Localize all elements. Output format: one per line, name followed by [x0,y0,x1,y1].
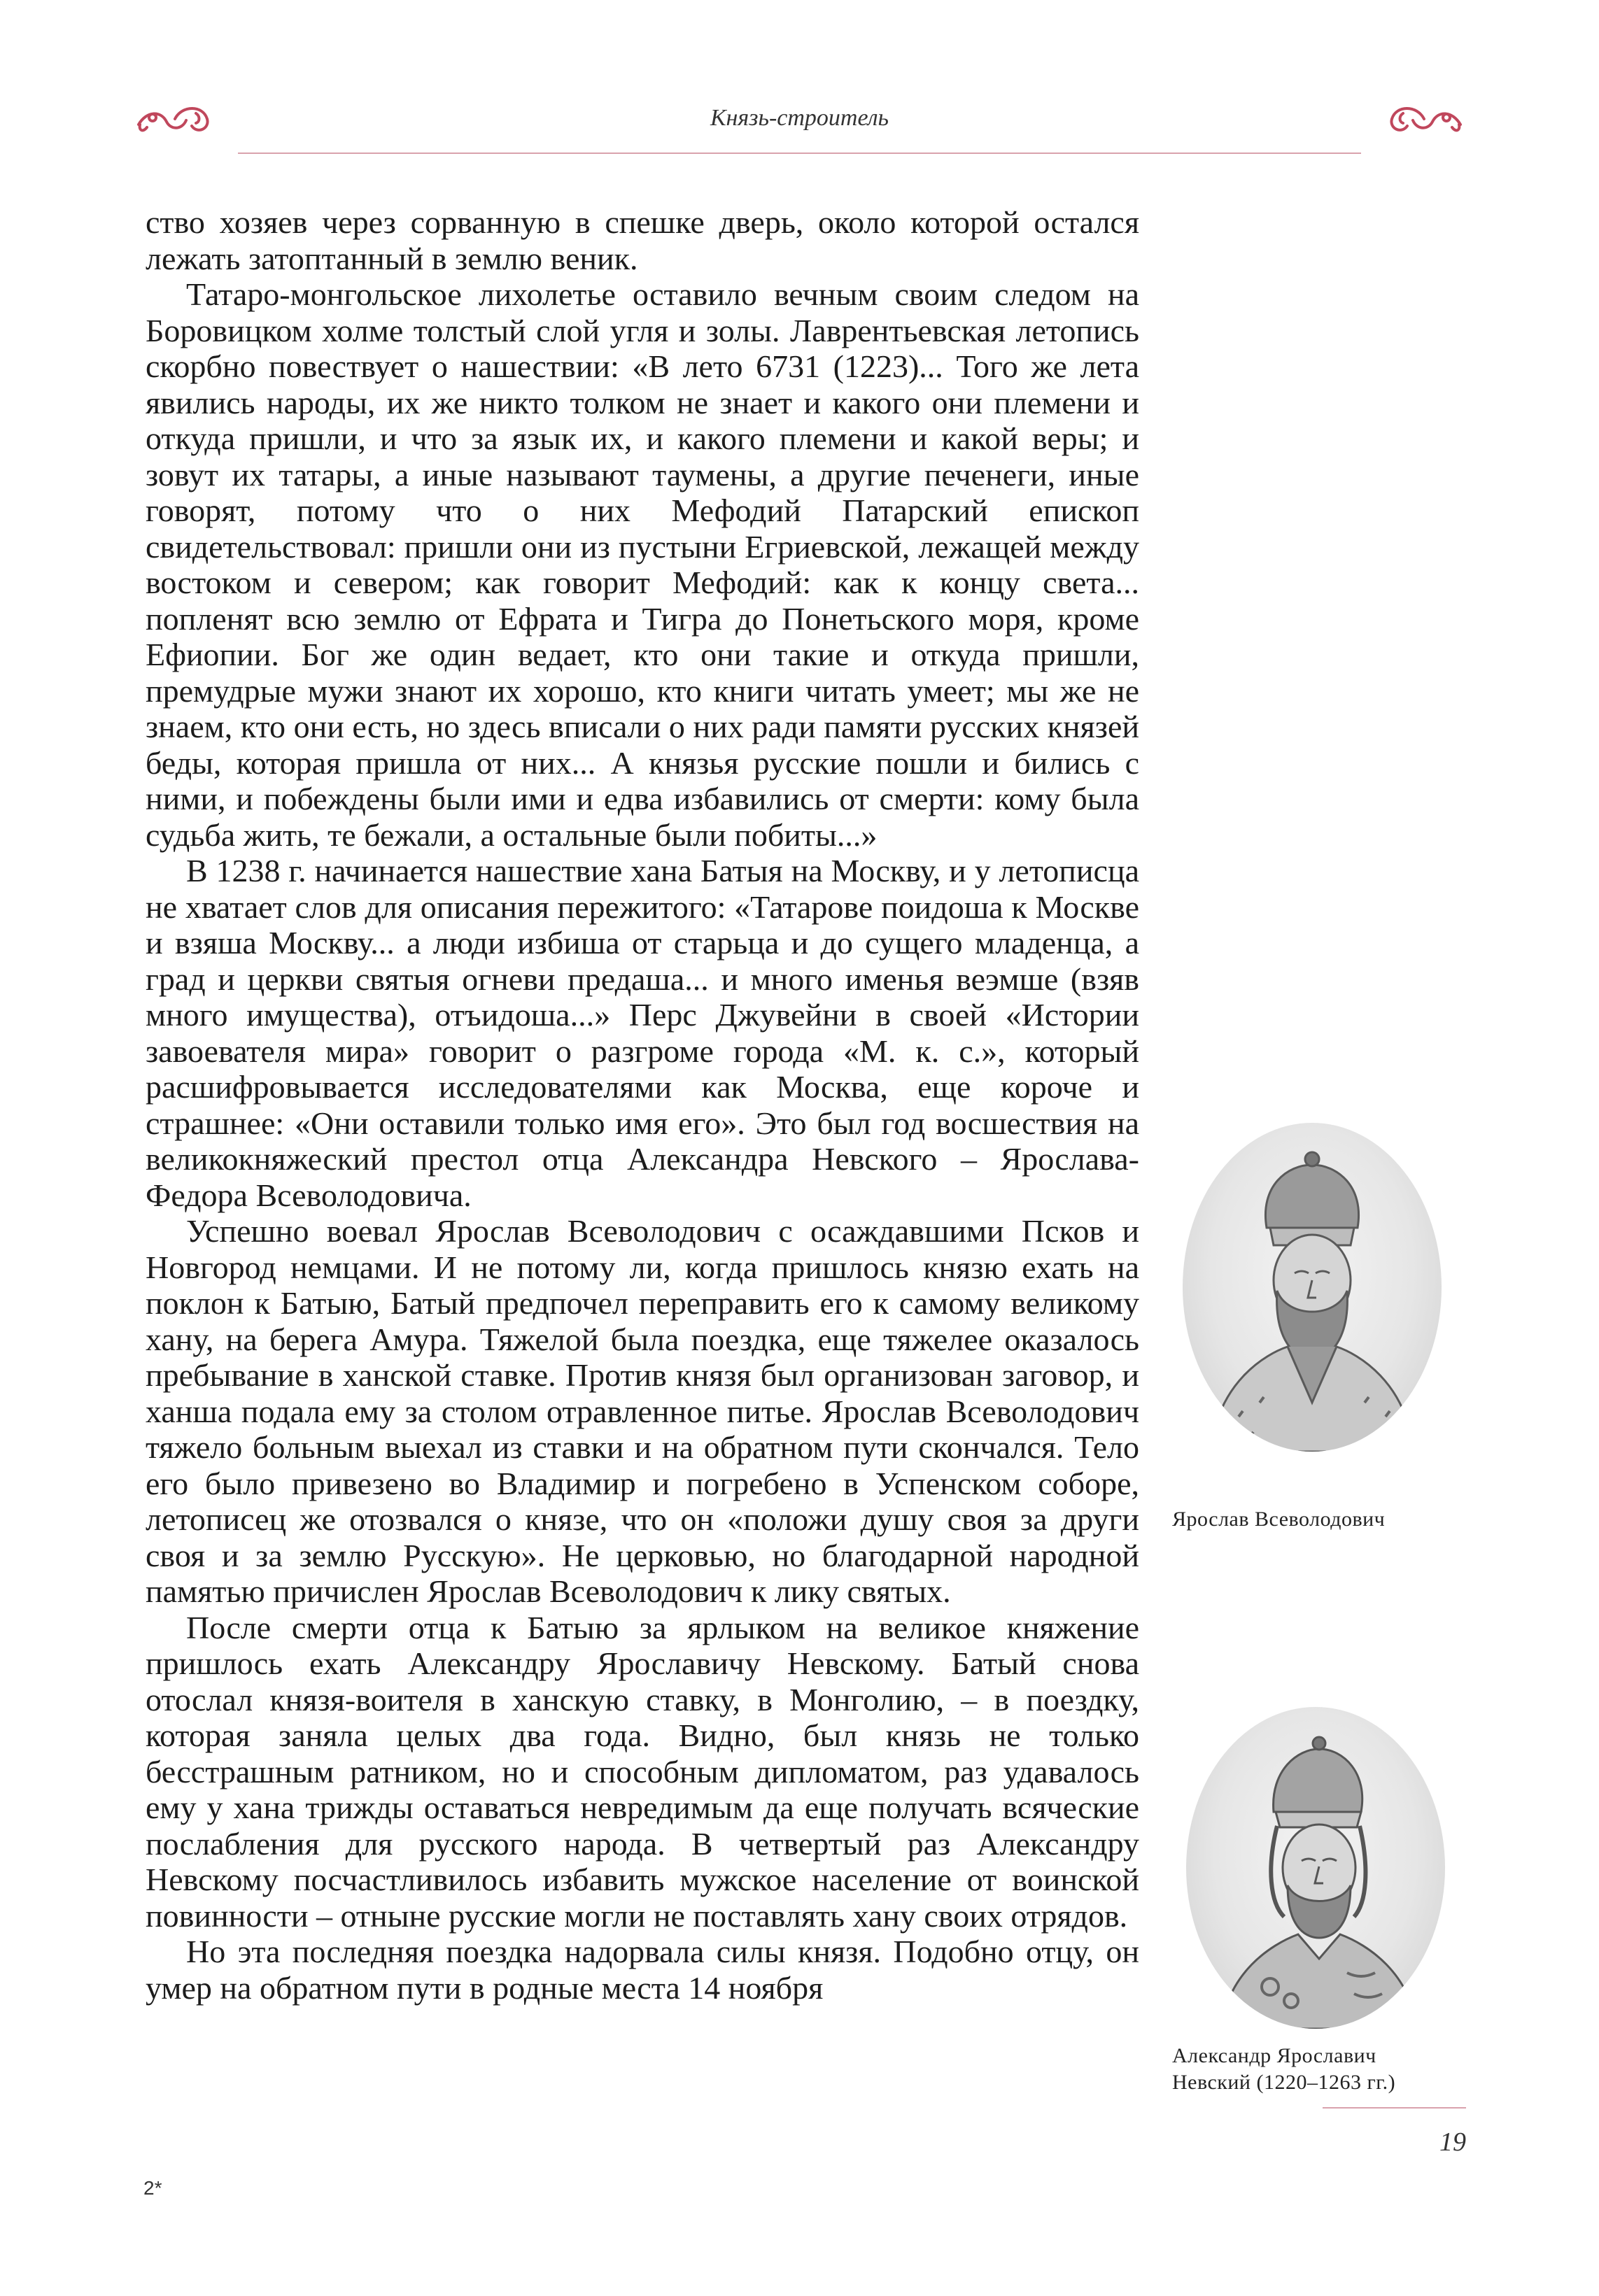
header-title: Князь-строитель [710,105,889,131]
caption-line: Александр Ярославич [1172,2044,1376,2067]
portrait-alexander-nevsky-icon [1186,1707,1445,2029]
paragraph: Успешно воевал Ярослав Всеволодович с осаждавшими Псков и Новгород немцами. И не потому ли, когда пришлось князю ехать на поклон к Батыю, Батый предпочел переправить его к самому великому хану, на берега Амура. Тяжелой была поездка, еще тяжелее оказалось пребывание в ханской ставке. Против князя был организован заговор, и ханша подала ему за столом отравленное питье. Ярослав Всеволодович тяжело больным выехал из ставки и на обратном пути скончался. Тело его было привезено во Владимир и погребено в Успенском соборе, летописец же отозвался о князе, что он «положи душу своя за други своя и за землю Русскую». Не церковью, но благодарной народной памятью причислен Ярослав Всеволодович к лику святых. [146,1213,1139,1609]
page-number: 19 [1439,2127,1466,2157]
right-ornament-icon [1382,98,1466,140]
paragraph: Но эта последняя поездка надорвала силы князя. Подобно отцу, он умер на обратном пути в родные места 14 ноября [146,1934,1139,2006]
body-text [146,204,1139,2006]
portrait-yaroslav-icon [1183,1123,1442,1452]
paragraph: В 1238 г. начинается нашествие хана Батыя на Москву, и у летописца не хватает слов для описания пережитого: «Татарове поидоша к Москве и взяша Москву... а люди избиша от старьца и до сущего младенца, а град и церкви святыя огневи предаша... и много именья веэмше (взяв много имущества), отъидоша...» Перс Джувейни в своей «Истории завоевателя мира» говорит о разгроме города «М. к. с.», который расшифровывается исследователями как Москва, еще короче и страшнее: «Они оставили только имя его». Это был год восшествия на великокняжеский престол отца Александра Невского – Ярослава-Федора Всеволодовича. [146,853,1139,1213]
paragraph: После смерти отца к Батыю за ярлыком на великое княжение пришлось ехать Александру Ярославичу Невскому. Батый снова отослал князя-воителя в ханскую ставку, в Монголию, – в поездку, которая заняла целых два года. Видно, был князь не только бесстрашным ратником, но и способным дипломатом, раз удавалось ему у хана трижды оставаться невредимым да еще получать всяческие послабления для русского народа. В четвертый раз Александру Невскому посчастливилось избавить мужское население от воинской повинности – отныне русские могли не поставлять хану своих отрядов. [146,1609,1139,1934]
caption-alexander-nevsky [1172,2043,1395,2096]
header-rule [238,153,1361,154]
paragraph: ство хозяев через сорванную в спешке дверь, около которой остался лежать затоптанный в землю веник. [146,204,1139,276]
portrait-alexander-nevsky [1186,1707,1445,2029]
printer-signature: 2* [143,2177,162,2199]
caption-line: Невский (1220–1263 гг.) [1172,2071,1396,2094]
paragraph: Татаро-монгольское лихолетье оставило вечным своим следом на Боровицком холме толстый слой угля и золы. Лаврентьевская летопись скорбно повествует о нашествии: «В лето 6731 (1223)... Того же лета явились народы, их же никто толком не знает и какого они племени и откуда пришли, и что за язык их, и какого племени и какой веры; и зовут их татары, а иные называют таумены, а другие печенеги, иные говорят, потому что о них Мефодий Патарский епископ свидетельствовал: пришли они из пустыни Егриевской, лежащей между востоком и севером; как говорит Мефодий: как к концу света... попленят всю землю от Ефрата и Тигра до Понетьского моря, кроме Ефиопии. Бог же один ведает, кто они такие и откуда пришли, премудрые мужи знают их хорошо, кто книги читать умеет; мы же не знаем, кто они есть, но здесь вписали о них ради памяти русских князей беды, которая пришла от них... А князья русские пошли и бились с ними, и побеждены были ими и едва избавились от смерти: кому была судьба жить, те бежали, а остальные были побиты...» [146,276,1139,853]
portrait-yaroslav [1183,1123,1442,1452]
footer-rule [1323,2107,1466,2109]
caption-yaroslav: Ярослав Всеволодович [1172,1508,1386,1531]
running-header [133,98,1466,161]
